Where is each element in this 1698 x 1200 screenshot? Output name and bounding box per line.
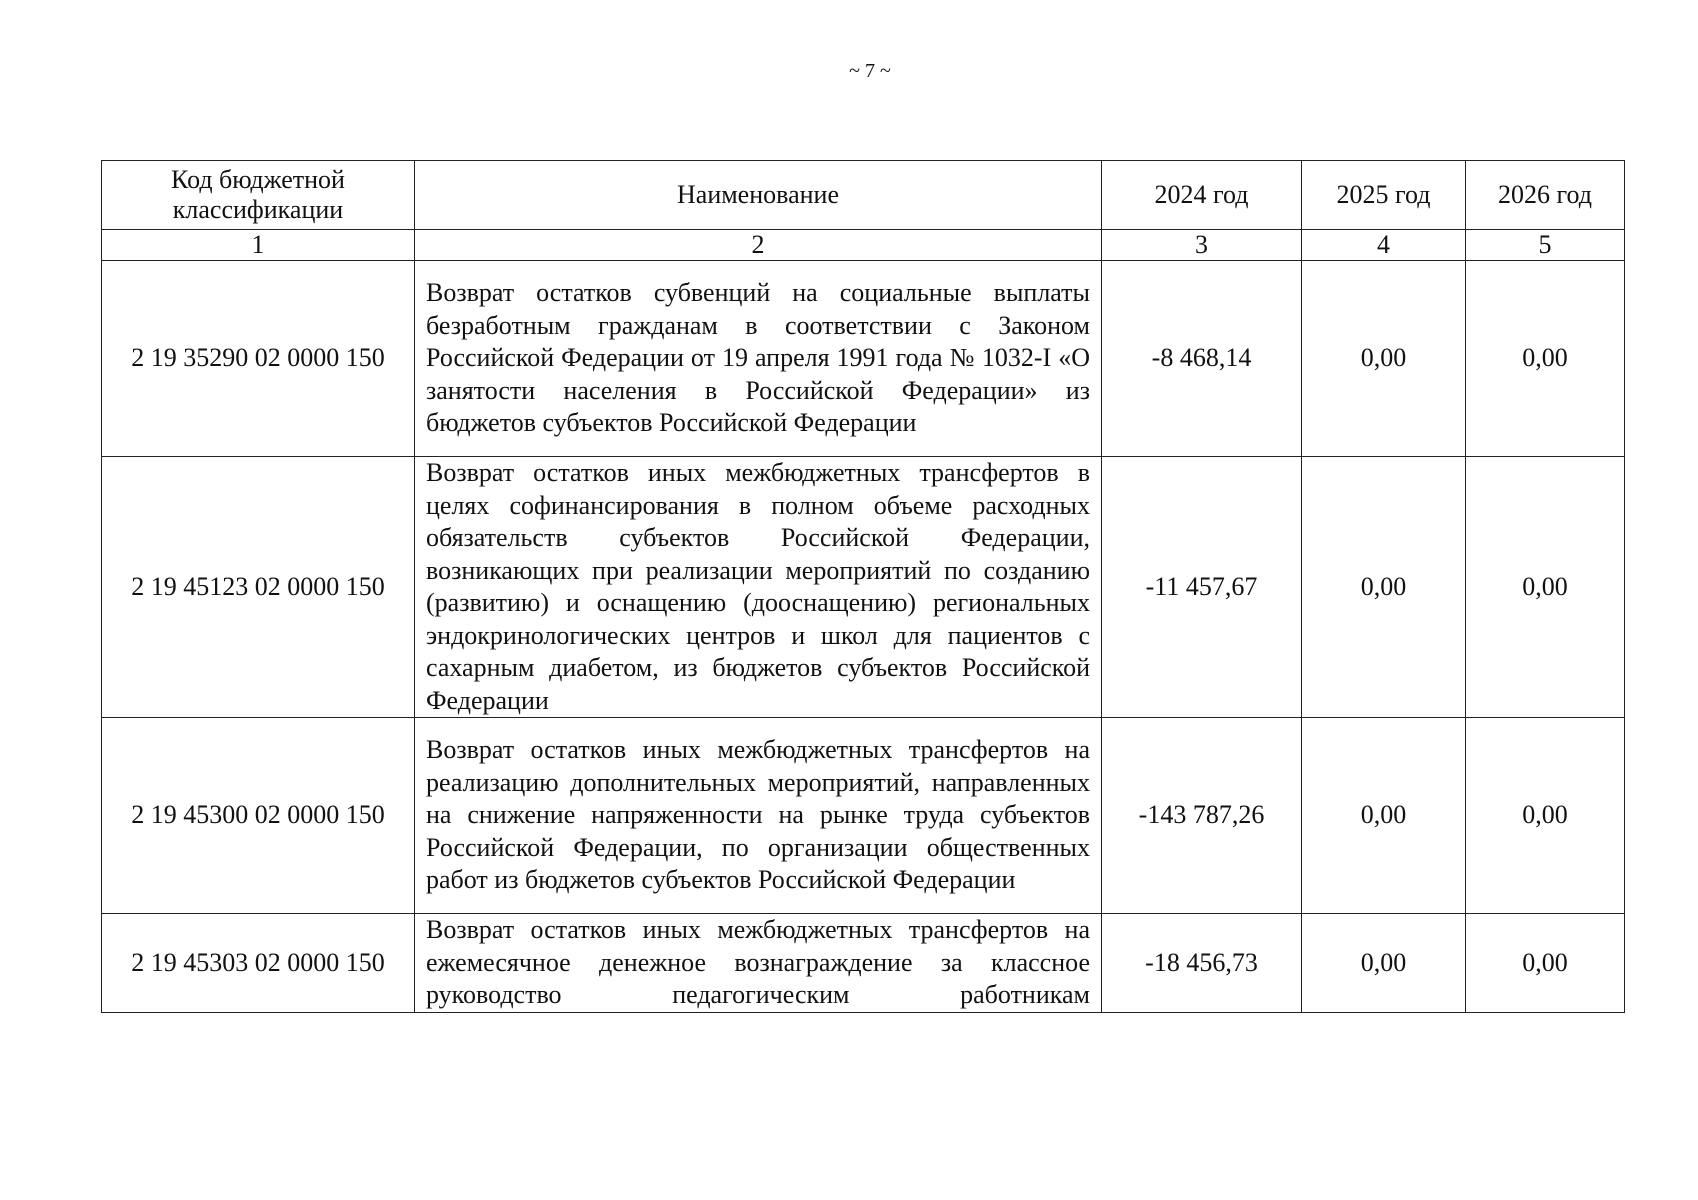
row-code: 2 19 45123 02 0000 150 <box>102 457 415 718</box>
row-value-2024: -11 457,67 <box>1102 457 1302 718</box>
header-2024: 2024 год <box>1102 161 1302 230</box>
row-value-2025: 0,00 <box>1302 457 1466 718</box>
row-value-2025: 0,00 <box>1302 914 1466 1013</box>
column-number: 2 <box>415 230 1102 261</box>
row-code: 2 19 35290 02 0000 150 <box>102 261 415 457</box>
header-2026: 2026 год <box>1466 161 1625 230</box>
table-row <box>102 261 1625 457</box>
row-value-2024: -8 468,14 <box>1102 261 1302 457</box>
row-value-2024: -18 456,73 <box>1102 914 1302 1013</box>
row-name: Возврат остатков иных межбюджетных трансфертов в целях софинансирования в полном объеме расходных обязательств субъектов Российской Федерации, возникающих при реализации мероприятий по созданию (развитию) и оснащению (дооснащению) региональных эндокринологических центров и школ для пациентов с сахарным диабетом, из бюджетов субъектов Российской Федерации <box>415 457 1102 718</box>
row-value-2026: 0,00 <box>1466 261 1625 457</box>
row-code: 2 19 45300 02 0000 150 <box>102 718 415 914</box>
column-number: 4 <box>1302 230 1466 261</box>
table-row <box>102 457 1625 718</box>
table-row <box>102 718 1625 914</box>
row-name: Возврат остатков субвенций на социальные выплаты безработным гражданам в соответствии с Законом Российской Федерации от 19 апреля 1991 года № 1032-I «О занятости населения в Российской Федерации» из бюджетов субъектов Российской Федерации <box>415 261 1102 457</box>
column-number: 1 <box>102 230 415 261</box>
row-name: Возврат остатков иных межбюджетных трансфертов на реализацию дополнительных мероприятий, направленных на снижение напряженности на рынке труда субъектов Российской Федерации, по организации общественных работ из бюджетов субъектов Российской Федерации <box>415 718 1102 914</box>
row-value-2026: 0,00 <box>1466 718 1625 914</box>
column-number: 3 <box>1102 230 1302 261</box>
header-2025: 2025 год <box>1302 161 1466 230</box>
table-row <box>102 914 1625 1013</box>
row-value-2025: 0,00 <box>1302 261 1466 457</box>
row-name: Возврат остатков иных межбюджетных трансфертов на ежемесячное денежное вознаграждение за классное руководство педагогическим работникам <box>415 914 1102 1013</box>
budget-table <box>101 160 1625 1013</box>
row-code: 2 19 45303 02 0000 150 <box>102 914 415 1013</box>
header-name: Наименование <box>415 161 1102 230</box>
row-value-2024: -143 787,26 <box>1102 718 1302 914</box>
header-code: Код бюджетной классификации <box>102 161 415 230</box>
column-number: 5 <box>1466 230 1625 261</box>
page-number: ~ 7 ~ <box>849 60 891 82</box>
row-value-2026: 0,00 <box>1466 457 1625 718</box>
row-value-2026: 0,00 <box>1466 914 1625 1013</box>
row-value-2025: 0,00 <box>1302 718 1466 914</box>
table-header-row <box>102 161 1625 230</box>
column-number-row <box>102 230 1625 261</box>
